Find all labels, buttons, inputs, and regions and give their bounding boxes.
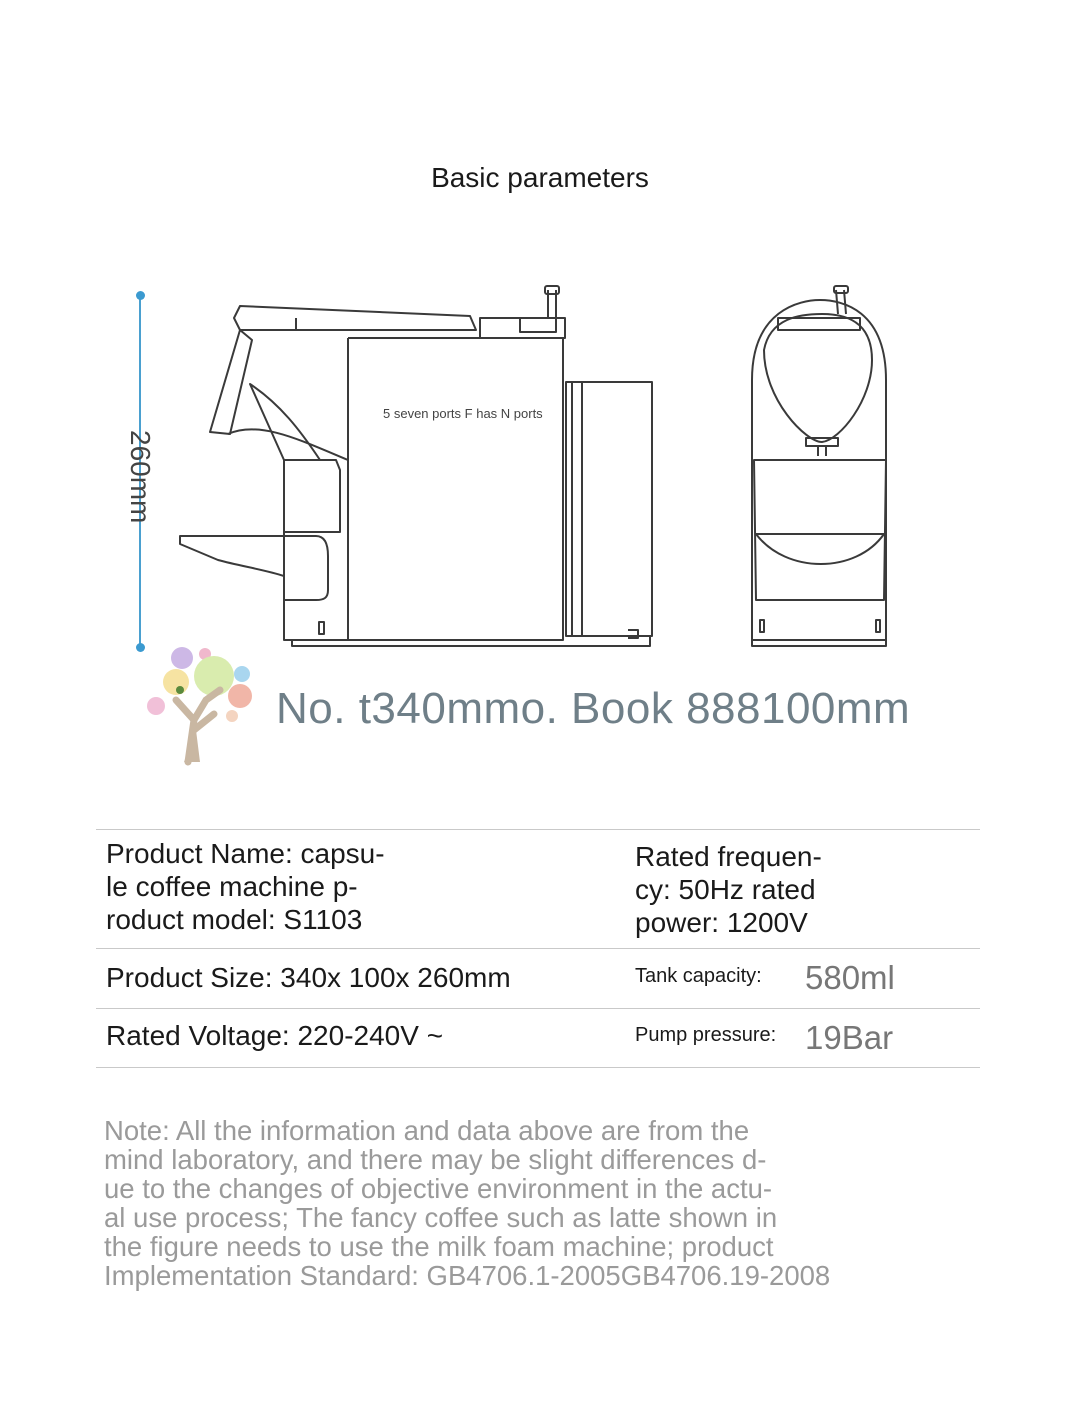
drawing-caption: 5 seven ports F has N ports (383, 406, 543, 421)
height-label: 260mm (125, 430, 156, 524)
rated-voltage-cell: Rated Voltage: 220-240V ~ (106, 1020, 444, 1051)
pump-pressure-value: 19Bar (805, 1019, 894, 1056)
note-paragraph: Note: All the information and data above are from the mind laboratory, and there may be slight differences d- ue to the changes of objective environment in the actu- al use process; The fancy coffee such as latte shown in the figure needs to use the milk foam machine; product Implementation Standard: GB4706.1-2005GB4706.19-2008 (104, 1115, 831, 1291)
spec-row (96, 948, 980, 1008)
page-title: Basic parameters (431, 162, 649, 193)
lid-outline (234, 306, 476, 330)
pump-pressure-label: Pump pressure: (635, 1024, 777, 1046)
rated-frequency-cell: Rated frequen- cy: 50Hz rated power: 1200V (635, 841, 822, 938)
front-view-outline (752, 300, 886, 640)
dimensions-text: No. t340mmo. Book 888100mm (276, 684, 911, 733)
spec-table (96, 829, 980, 1068)
tank-capacity-value: 580ml (805, 959, 895, 996)
spec-row (96, 1008, 980, 1068)
product-size-cell: Product Size: 340x 100x 260mm (106, 962, 511, 993)
spec-row (96, 829, 980, 948)
product-name-cell: Product Name: capsu- le coffee machine p- roduct model: S1103 (106, 838, 385, 935)
tank-capacity-label: Tank capacity: (635, 965, 762, 987)
tree-logo (147, 647, 252, 762)
